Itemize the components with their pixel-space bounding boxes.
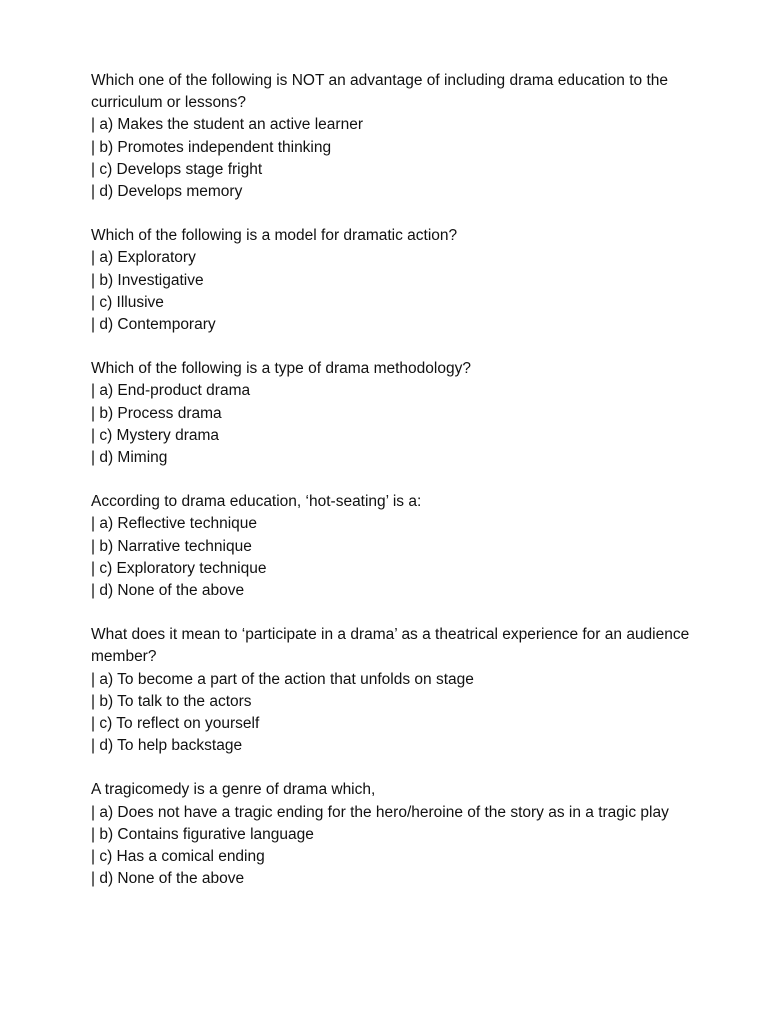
option-a: | a) End-product drama: [91, 382, 251, 400]
question-4: [91, 491, 691, 602]
question-5: [91, 624, 691, 757]
option-c: | c) Develops stage fright: [91, 160, 263, 178]
option-a: | a) Does not have a tragic ending for the hero/heroine of the story as in a tragic play: [91, 803, 669, 821]
option-c: | c) To reflect on yourself: [91, 715, 260, 733]
option-b: | b) Contains figurative language: [91, 825, 314, 843]
question-3: [91, 358, 691, 469]
option-d: | d) None of the above: [91, 870, 245, 888]
document-page: [91, 70, 691, 913]
question-text: According to drama education, ‘hot-seating’ is a:: [91, 493, 422, 511]
option-d: | d) To help backstage: [91, 737, 243, 755]
option-a: | a) Exploratory: [91, 249, 196, 267]
option-b: | b) Investigative: [91, 271, 204, 289]
option-c: | c) Has a comical ending: [91, 848, 265, 866]
option-c: | c) Illusive: [91, 293, 164, 311]
option-d: | d) Contemporary: [91, 316, 216, 334]
question-text: Which one of the following is NOT an advantage of including drama education to the curriculum or lessons?: [91, 72, 669, 112]
question-text: What does it mean to ‘participate in a drama’ as a theatrical experience for an audience member?: [91, 626, 690, 666]
option-a: | a) To become a part of the action that unfolds on stage: [91, 670, 474, 688]
question-2: [91, 225, 691, 336]
question-text: Which of the following is a model for dramatic action?: [91, 227, 458, 245]
question-6: [91, 779, 691, 890]
question-text: A tragicomedy is a genre of drama which,: [91, 781, 376, 799]
option-c: | c) Mystery drama: [91, 426, 220, 444]
option-b: | b) Process drama: [91, 404, 222, 422]
option-c: | c) Exploratory technique: [91, 559, 267, 577]
option-b: | b) Narrative technique: [91, 537, 252, 555]
option-d: | d) Develops memory: [91, 183, 243, 201]
question-text: Which of the following is a type of drama methodology?: [91, 360, 471, 378]
option-a: | a) Makes the student an active learner: [91, 116, 363, 134]
option-d: | d) None of the above: [91, 582, 245, 600]
option-d: | d) Miming: [91, 449, 168, 467]
option-a: | a) Reflective technique: [91, 515, 258, 533]
option-b: | b) To talk to the actors: [91, 692, 252, 710]
option-b: | b) Promotes independent thinking: [91, 138, 332, 156]
question-1: [91, 70, 691, 203]
